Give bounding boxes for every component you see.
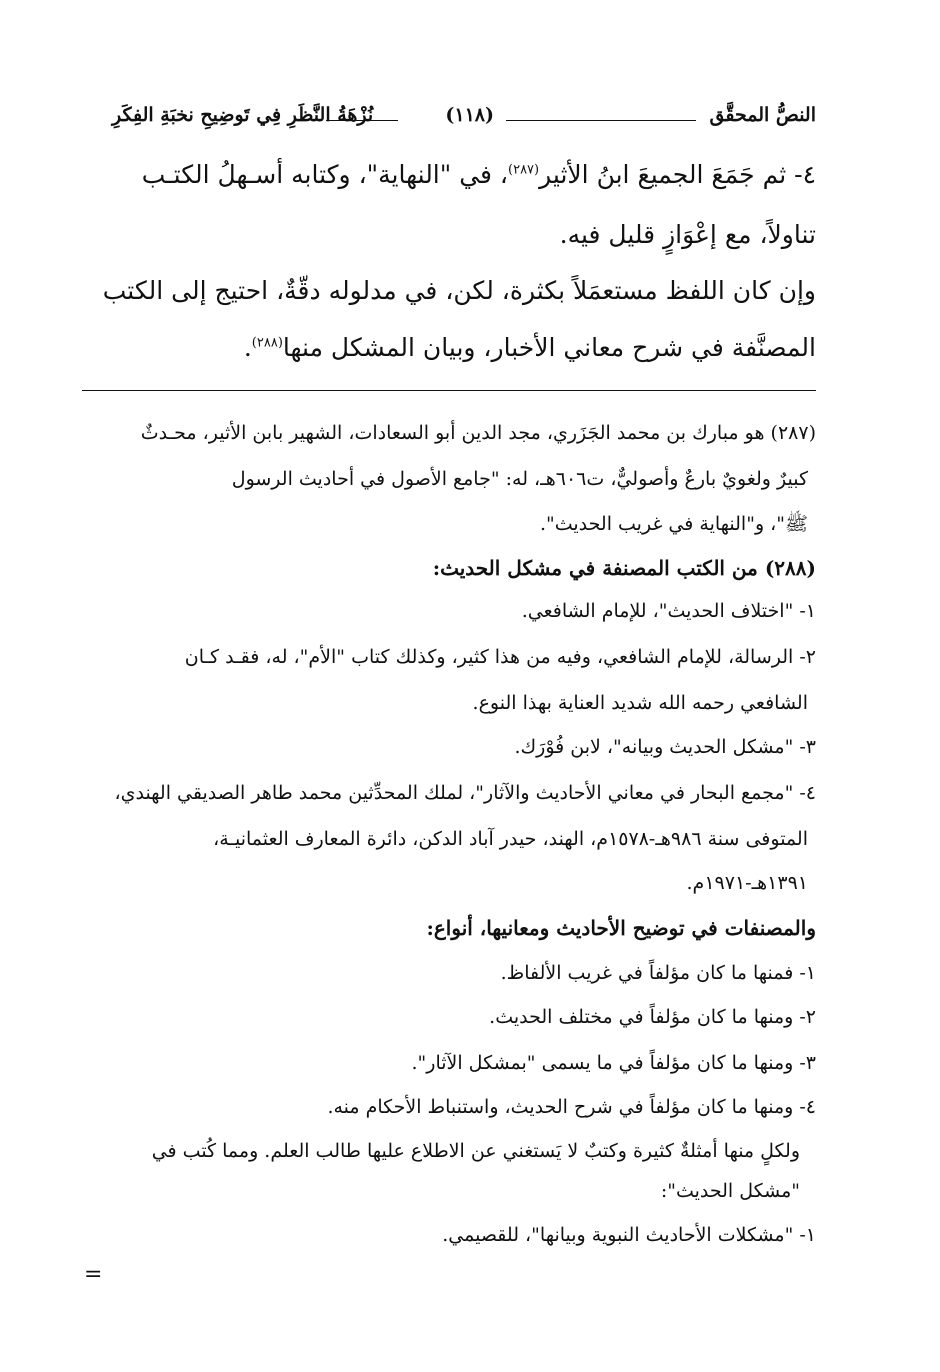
type-item-4: ٤- ومنها ما كان مؤلفاً في شرح الحديث، واستنباط الأحكام منه. xyxy=(327,1096,816,1118)
footnote-288-item-4-line-1: ٤- "مجمع البحار في معاني الأحاديث والآثار"، لملك المحدِّثين محمد طاهر الصديقي الهندي، xyxy=(114,782,816,804)
last-item: ١- "مشكلات الأحاديث النبوية وبيانها"، للقصيمي. xyxy=(442,1224,816,1246)
page-number: (١١٨) xyxy=(445,104,494,126)
main-line-3: وإن كان اللفظ مستعمَلاً بكثرة، لكن، في مدلوله دقّةٌ، احتيج إلى الكتب xyxy=(102,276,816,305)
footnote-ref-287: (٢٨٧) xyxy=(508,162,540,178)
footnote-288-item-3: ٣- "مشكل الحديث وبيانه"، لابن فُوْرَك. xyxy=(514,736,816,758)
end-mark: = xyxy=(84,1262,103,1287)
main-line-1-start: ٤- ثم جَمَعَ الجميعَ ابنُ الأثير xyxy=(539,160,816,189)
footnote-288-item-2-line-2: الشافعي رحمه الله شديد العناية بهذا النوع. xyxy=(472,692,808,714)
footnote-ref-288: (٢٨٨) xyxy=(251,335,283,351)
footnote-287-line-1: (٢٨٧) هو مبارك بن محمد الجَزَري، مجد الدين أبو السعادات، الشهير بابن الأثير، محـدثٌ xyxy=(140,422,816,444)
header-section-title: النصُّ المحقَّق xyxy=(709,104,816,126)
page-header xyxy=(112,104,816,144)
main-line-4-text: المصنَّفة في شرح معاني الأخبار، وبيان المشكل منها xyxy=(282,333,816,362)
type-item-1: ١- فمنها ما كان مؤلفاً في غريب الألفاظ. xyxy=(500,962,816,984)
footnote-288-item-4-line-3: ١٣٩١هـ-١٩٧١م. xyxy=(686,872,808,894)
footnote-288-item-4-line-2: المتوفى سنة ٩٨٦هـ-١٥٧٨م، الهند، حيدر آباد الدكن، دائرة المعارف العثمانيـة، xyxy=(213,828,808,850)
main-line-4-end: . xyxy=(243,333,252,362)
type-item-3: ٣- ومنها ما كان مؤلفاً في ما يسمى "بمشكل الآثار". xyxy=(411,1052,816,1074)
header-book-title: نُزْهَةُ النَّظَرِ فِي تَوضِيحِ نخبَةِ الفِكَرِ xyxy=(112,104,374,126)
type-item-2: ٢- ومنها ما كان مؤلفاً في مختلف الحديث. xyxy=(489,1006,816,1028)
footnote-287-line-3: ﷺ"، و"النهاية في غريب الحديث". xyxy=(539,513,808,535)
paragraph-line-1: ولكلٍ منها أمثلةٌ كثيرة وكتبٌ لا يَستغني عن الاطلاع عليها طالب العلم. ومما كُتب في xyxy=(151,1140,800,1162)
main-line-2: تناولاً، مع إعْوَازٍ قليل فيه. xyxy=(559,220,816,249)
main-line-4 xyxy=(78,333,816,362)
footnote-separator xyxy=(82,390,816,391)
footnote-287-line-2: كبيرٌ ولغويٌ بارعٌ وأصوليٌّ، ت٦٠٦هـ، له: "جامع الأصول في أحاديث الرسول xyxy=(231,468,808,490)
main-line-1 xyxy=(78,160,816,189)
paragraph-line-2: "مشكل الحديث": xyxy=(660,1180,800,1202)
footnote-288-title: (٢٨٨) من الكتب المصنفة في مشكل الحديث: xyxy=(432,556,816,580)
header-rule-right xyxy=(506,120,696,121)
footnote-288-item-2-line-1: ٢- الرسالة، للإمام الشافعي، وفيه من هذا كثير، وكذلك كتاب "الأم"، له، فقـد كـان xyxy=(184,646,816,668)
main-line-1-rest: ، في "النهاية"، وكتابه أسـهلُ الكتـب xyxy=(141,160,509,189)
footnote-288-item-1: ١- "اختلاف الحديث"، للإمام الشافعي. xyxy=(521,600,816,622)
types-title: والمصنفات في توضيح الأحاديث ومعانيها، أنواع: xyxy=(426,916,816,940)
